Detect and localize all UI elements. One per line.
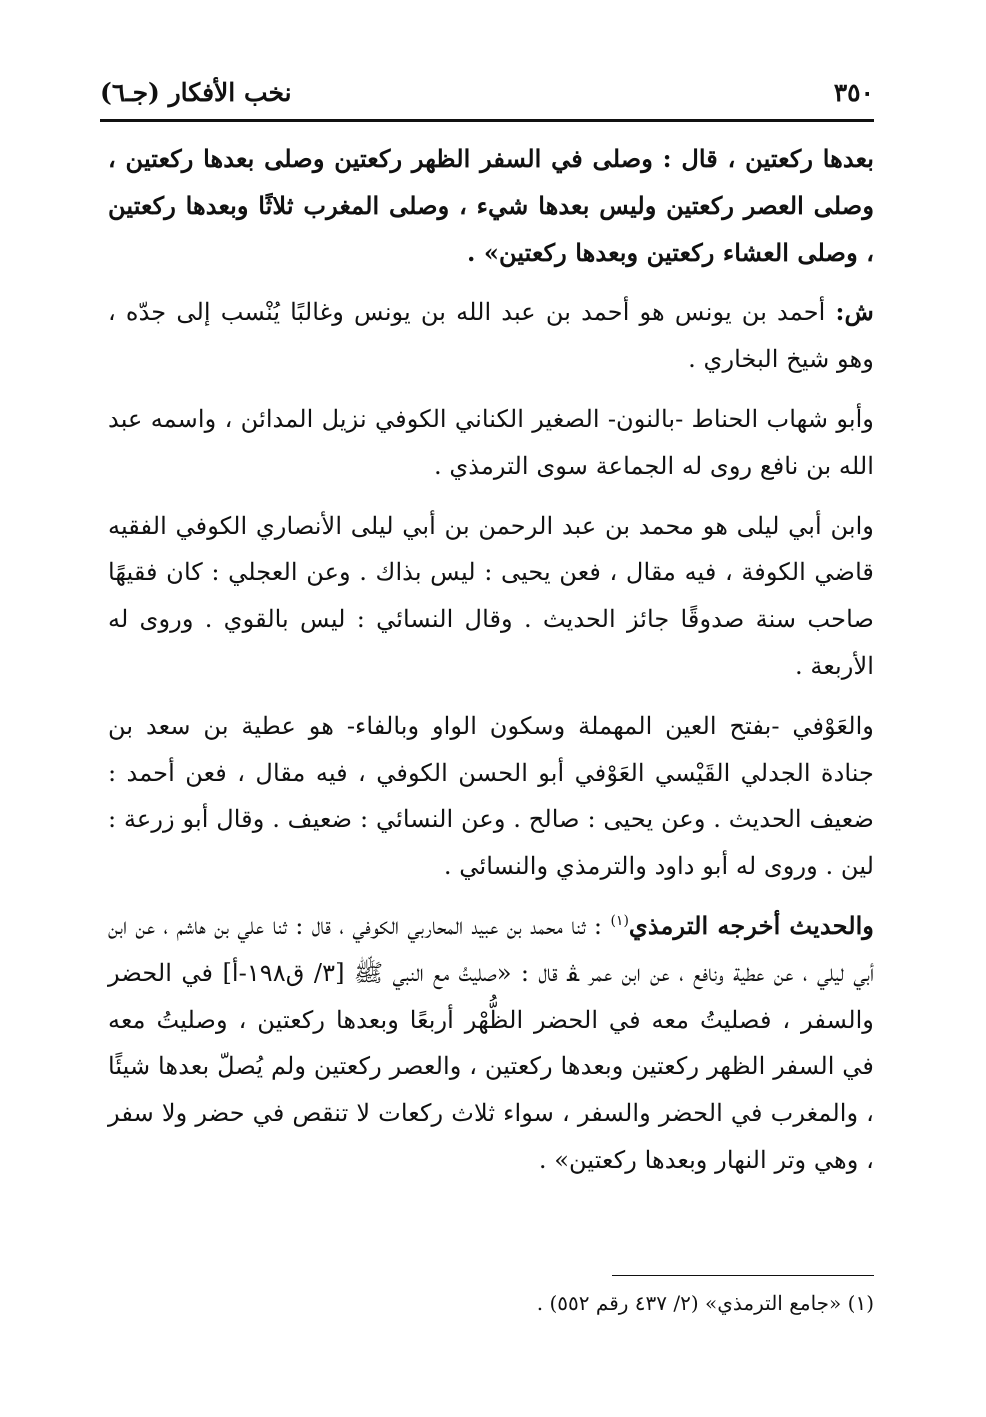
paragraph-ibn-abi-layla: وابن أبي ليلى هو محمد بن عبد الرحمن بن أبي ليلى الأنصاري الكوفي الفقيه قاضي الكوفة ، فيه مقال ، فعن يحيى : ليس بذاك . وعن العجلي : كان فقيهًا صاحب سنة صدوقًا جائز الحديث . وقال النسائي : ليس بالقوي . وروى له الأربعة . — [108, 511, 874, 680]
paragraph-tirmidhi-narration — [108, 903, 874, 1184]
page-header — [100, 70, 874, 114]
footnote-divider — [612, 1275, 874, 1276]
paragraph-text: أحمد بن يونس هو أحمد بن عبد الله بن يونس وغالبًا يُنْسب إلى جدّه ، وهو شيخ البخاري . — [108, 298, 874, 374]
narration-heading: والحديث أخرجه الترمذي — [628, 910, 874, 940]
paragraph-abu-shihab: وأبو شهاب الحناط -بالنون- الصغير الكناني الكوفي نزيل المدائن ، واسمه عبد الله بن نافع روى له الجماعة سوى الترمذي . — [108, 404, 874, 480]
page-body — [108, 136, 874, 1197]
paragraph-text: : ثنا محمد بن عبيد المحاربي الكوفي ، قال : ثنا علي بن هاشم ، عن ابن أبي ليلي ، عن عطية ونافع ، عن ابن عمر ﭭ قال : «صليتُ مع النبي ﷺ [٣/ ق١٩٨-أ] في الحضر والسفر ، فصليتُ معه في الحضر الظُّهْر أربعًا وبعدها ركعتين ، وصليتُ معه في السفر الظهر ركعتين وبعدها ركعتين ، والعصر ركعتين ولم يُصلّ بعدها شيئًا ، والمغرب في الحضر والسفر ، سواء ثلاث ركعات لا تنقص في حضر ولا سفر ، وهي وتر النهار وبعدها ركعتين» . — [108, 911, 875, 1174]
book-title: نخب الأفكار (جـ٦) — [100, 77, 292, 107]
paragraph-hadith-continuation: بعدها ركعتين ، قال : وصلى في السفر الظهر ركعتين وصلى بعدها ركعتين ، وصلى العصر ركعتين وليس بعدها شيء ، وصلى المغرب ثلاثًا وبعدها ركعتين ، وصلى العشاء ركعتين وبعدها ركعتين» . — [108, 144, 874, 267]
paragraph-al-awfi: والعَوْفي -بفتح العين المهملة وسكون الواو وبالفاء- هو عطية بن سعد بن جنادة الجدلي القَيْسي العَوْفي أبو الحسن الكوفي ، فيه مقال ، فعن أحمد : ضعيف الحديث . وعن يحيى : صالح . وعن النسائي : ضعيف . وقال أبو زرعة : لين . وروى له أبو داود والترمذي والنسائي . — [108, 711, 874, 881]
header-divider — [100, 119, 874, 122]
footnote: (١) «جامع الترمذي» (٢/ ٤٣٧ رقم ٥٥٢) . — [536, 1291, 874, 1315]
paragraph-commentary-ahmad — [108, 289, 874, 383]
footnote-reference: (١) — [610, 912, 629, 929]
commentary-marker: ش: — [835, 297, 874, 327]
page-number: ٣٥٠ — [833, 77, 874, 107]
